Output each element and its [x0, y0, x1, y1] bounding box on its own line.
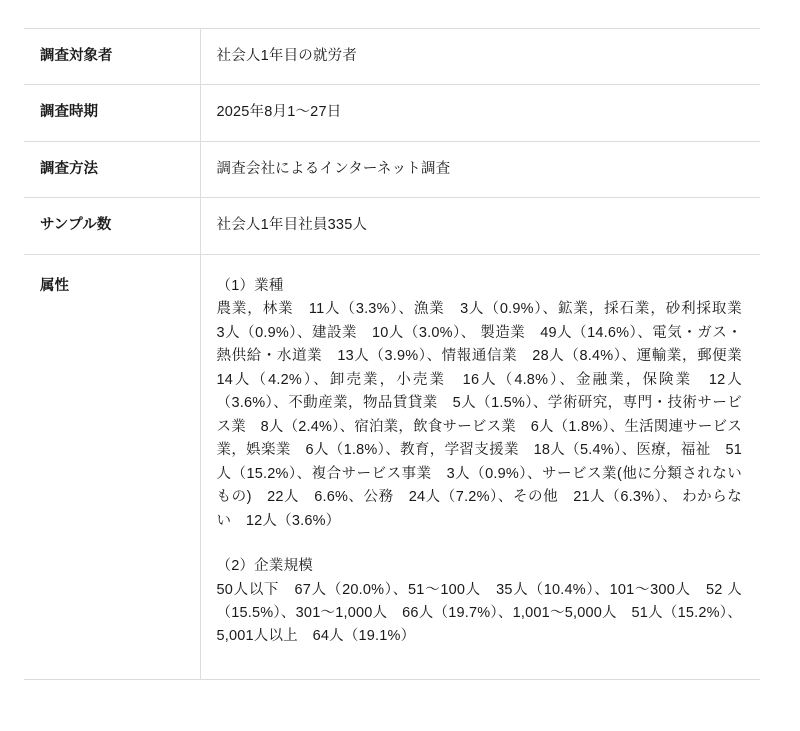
attributes-industry-body: 農業，林業 11人（3.3%）、漁業 3人（0.9%）、鉱業，採石業，砂利採取業 3人（0.9%）、建設業 10人（3.0%）、 製造業 49人（14.6%）、電気・ガス・熱供給・水道業 13人（3.9%）、情報通信業 28人（8.4%）、運輸業，郵便業 14人（4.2%）、卸売業，小売業 16人（4.8%）、金融業，保険業 12人（3.6%）、不動産業，物品賃貸業 5人（1.5%）、学術研究，専門・技術サービス業 8人（2.4%）、宿泊業，飲食サービス業 6人（1.8%）、生活関連サービス業，娯楽業 6人（1.8%）、教育，学習支援業 18人（5.4%）、医療，福祉 51人（15.2%）、複合サービス事業 3人（0.9%）、サービス業(他に分類されないもの) 22人 6.6%、公務 24人（7.2%）、その他 21人（6.3%）、 わからない 12人（3.6%） — [216, 301, 757, 529]
row-value-sample-size: 社会人1年目社員335人 — [216, 217, 368, 234]
row-label-attributes: 属性 — [24, 254, 200, 679]
table-row — [24, 85, 760, 141]
table-row — [24, 141, 760, 197]
row-label-method: 調査方法 — [24, 141, 200, 197]
table-row — [24, 254, 760, 679]
survey-overview-table — [24, 28, 760, 680]
table-row — [24, 198, 760, 254]
attributes-company-size-body: 50人以下 67人（20.0%）、51〜100人 35人（10.4%）、101〜300人 52 人（15.5%）、301〜1,000人 66人（19.7%）、1,001〜5,000人 51人（15.2%）、5,001人以上 64人（19.1%） — [216, 581, 742, 645]
row-label-sample-size: サンプル数 — [24, 198, 200, 254]
row-label-period: 調査時期 — [24, 85, 200, 141]
table-row — [24, 29, 760, 85]
attributes-industry-heading: （1）業種 — [216, 277, 284, 294]
row-value-attributes — [200, 254, 760, 679]
attributes-company-size-heading: （2）企業規模 — [216, 558, 313, 575]
row-label-target: 調査対象者 — [24, 29, 200, 85]
row-value-method: 調査会社によるインターネット調査 — [216, 160, 451, 177]
row-value-period: 2025年8月1〜27日 — [216, 104, 342, 121]
table-body — [24, 29, 760, 680]
row-value-target: 社会人1年目の就労者 — [216, 48, 358, 64]
